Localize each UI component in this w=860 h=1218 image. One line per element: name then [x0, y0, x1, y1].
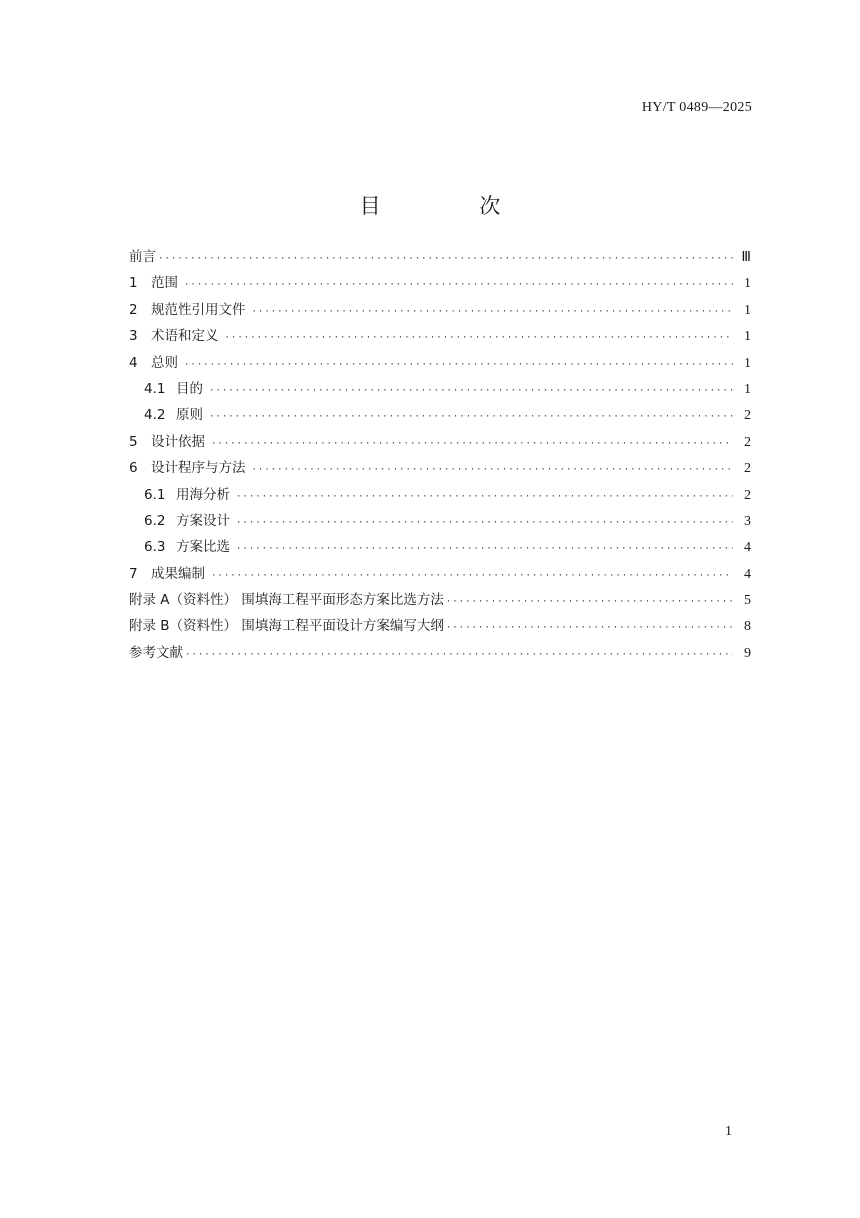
toc-entry[interactable] — [129, 429, 751, 455]
toc-entry[interactable] — [129, 270, 751, 296]
toc-entry-label: 规范性引用文件 — [151, 301, 246, 318]
toc-entry[interactable] — [129, 534, 751, 560]
toc-dot-leader — [225, 325, 734, 351]
toc-entry-page: 2 — [744, 434, 751, 450]
toc-entry[interactable] — [129, 587, 751, 613]
toc-dot-leader — [236, 484, 733, 510]
toc-entry[interactable] — [129, 402, 751, 428]
toc-entry-number: 4.2 — [144, 407, 166, 424]
toc-entry-label: 范围 — [151, 275, 178, 292]
toc-entry-label: 术语和定义 — [151, 328, 219, 345]
toc-entry-label: 附录 B（资料性） 围填海工程平面设计方案编写大纲 — [129, 618, 444, 635]
toc-dot-leader — [236, 536, 733, 562]
toc-entry[interactable] — [129, 297, 751, 323]
toc-entry-number: 1 — [129, 275, 138, 292]
toc-dot-leader — [446, 589, 733, 615]
toc-entry[interactable] — [129, 350, 751, 376]
toc-entry-page: 1 — [744, 276, 751, 292]
toc-entry-label: 参考文献 — [129, 644, 183, 661]
toc-entry-number: 4.1 — [144, 380, 166, 397]
toc-entry-page: 3 — [744, 513, 751, 529]
toc-entry[interactable] — [129, 455, 751, 481]
toc-dot-leader — [209, 378, 733, 404]
toc-entry[interactable] — [129, 376, 751, 402]
toc-entry[interactable] — [129, 323, 751, 349]
toc-entry-number: 6.3 — [144, 539, 166, 556]
toc-dot-leader — [184, 272, 733, 298]
toc-entry-number: 3 — [129, 328, 138, 345]
toc-entry[interactable] — [129, 640, 751, 666]
toc-entry-number: 6 — [129, 460, 138, 477]
toc-entry-label: 附录 A（资料性） 围填海工程平面形态方案比选方法 — [129, 592, 444, 609]
toc-entry-page: 1 — [744, 381, 751, 397]
page-number: 1 — [725, 1124, 732, 1139]
toc-entry-label: 方案比选 — [176, 539, 230, 556]
toc-entry-label: 设计依据 — [151, 433, 205, 450]
toc-entry[interactable] — [129, 561, 751, 587]
page-title: 目 次 — [359, 194, 547, 219]
toc-entry-number: 2 — [129, 301, 138, 318]
toc-dot-leader — [184, 352, 733, 378]
toc-entry-label: 前言 — [129, 249, 156, 265]
toc-entry-label: 原则 — [176, 407, 203, 424]
toc-entry-page: 1 — [744, 355, 751, 371]
toc-entry-label: 方案设计 — [176, 512, 230, 529]
toc-dot-leader — [158, 246, 733, 272]
toc-entry-label: 用海分析 — [176, 486, 230, 503]
toc-entry-page: 8 — [744, 619, 751, 635]
toc-dot-leader — [211, 563, 733, 589]
toc-dot-leader — [252, 299, 734, 325]
toc-entry-label: 总则 — [151, 354, 178, 371]
toc-dot-leader — [446, 615, 733, 641]
toc-dot-leader — [209, 404, 733, 430]
toc-entry[interactable] — [129, 508, 751, 534]
toc-entry-number: 6.2 — [144, 512, 166, 529]
toc-entry-page: 2 — [744, 408, 751, 424]
toc-dot-leader — [185, 642, 733, 668]
toc-entry-page: 2 — [744, 487, 751, 503]
toc-entry-number: 5 — [129, 433, 138, 450]
toc-entry[interactable] — [129, 244, 751, 270]
toc-entry-number: 4 — [129, 354, 138, 371]
toc-entry-page: 1 — [744, 302, 751, 318]
toc-entry[interactable] — [129, 482, 751, 508]
table-of-contents — [129, 244, 751, 666]
toc-entry-page: 2 — [744, 461, 751, 477]
toc-entry-page: 1 — [744, 329, 751, 345]
toc-entry-number: 6.1 — [144, 486, 166, 503]
document-code: HY/T 0489—2025 — [641, 100, 752, 115]
toc-entry-page: Ⅲ — [741, 250, 751, 265]
toc-entry-label: 目的 — [176, 380, 203, 397]
toc-entry-page: 4 — [744, 566, 751, 582]
toc-entry-page: 5 — [744, 593, 751, 609]
toc-entry-page: 4 — [744, 540, 751, 556]
toc-dot-leader — [252, 457, 734, 483]
toc-entry-label: 成果编制 — [151, 565, 205, 582]
toc-entry-page: 9 — [744, 645, 751, 661]
toc-entry-number: 7 — [129, 565, 138, 582]
toc-dot-leader — [211, 431, 733, 457]
toc-entry-label: 设计程序与方法 — [151, 460, 246, 477]
toc-dot-leader — [236, 510, 733, 536]
toc-entry[interactable] — [129, 613, 751, 639]
